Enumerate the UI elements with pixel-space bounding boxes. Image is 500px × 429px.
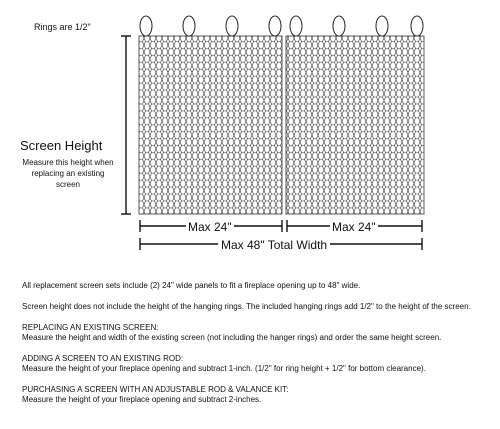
replace-text: Measure the height and width of the existing screen (not including the hanger rings) and order the same height screen.: [22, 333, 442, 342]
total-width-label: Max 48" Total Width: [218, 238, 330, 252]
note-replacement-sets: All replacement screen sets include (2) 24" wide panels to fit a fireplace opening up to 48" wide.: [22, 281, 361, 290]
replace-heading: REPLACING AN EXISTING SCREEN:: [22, 323, 159, 332]
instructions: [22, 281, 492, 416]
screen-height-label: Screen Height: [20, 138, 103, 153]
screen-height-description: Measure this height when replacing an existing screen: [22, 158, 114, 189]
hanging-rings: [140, 16, 423, 36]
height-dimension-line: [121, 36, 131, 214]
purchase-text: Measure the height of your fireplace opening and subtract 2-inches.: [22, 395, 262, 404]
left-screen-panel: [139, 36, 282, 214]
rings-note: Rings are 1/2": [34, 22, 91, 32]
left-panel-width-label: Max 24": [188, 220, 232, 234]
right-panel-width-label: Max 24": [332, 220, 376, 234]
right-screen-panel: [286, 36, 424, 214]
add-text: Measure the height of your fireplace opening and subtract 1-inch. (1/2" for ring height + 1/2" for bottom clearance).: [22, 364, 426, 373]
purchase-heading: PURCHASING A SCREEN WITH AN ADJUSTABLE ROD & VALANCE KIT:: [22, 385, 289, 394]
note-ring-height: Screen height does not include the height of the hanging rings. The included hanging rings add 1/2" to the height of the screen.: [22, 302, 471, 311]
add-heading: ADDING A SCREEN TO AN EXISTING ROD:: [22, 354, 184, 363]
panel-width-lines: [140, 220, 422, 232]
